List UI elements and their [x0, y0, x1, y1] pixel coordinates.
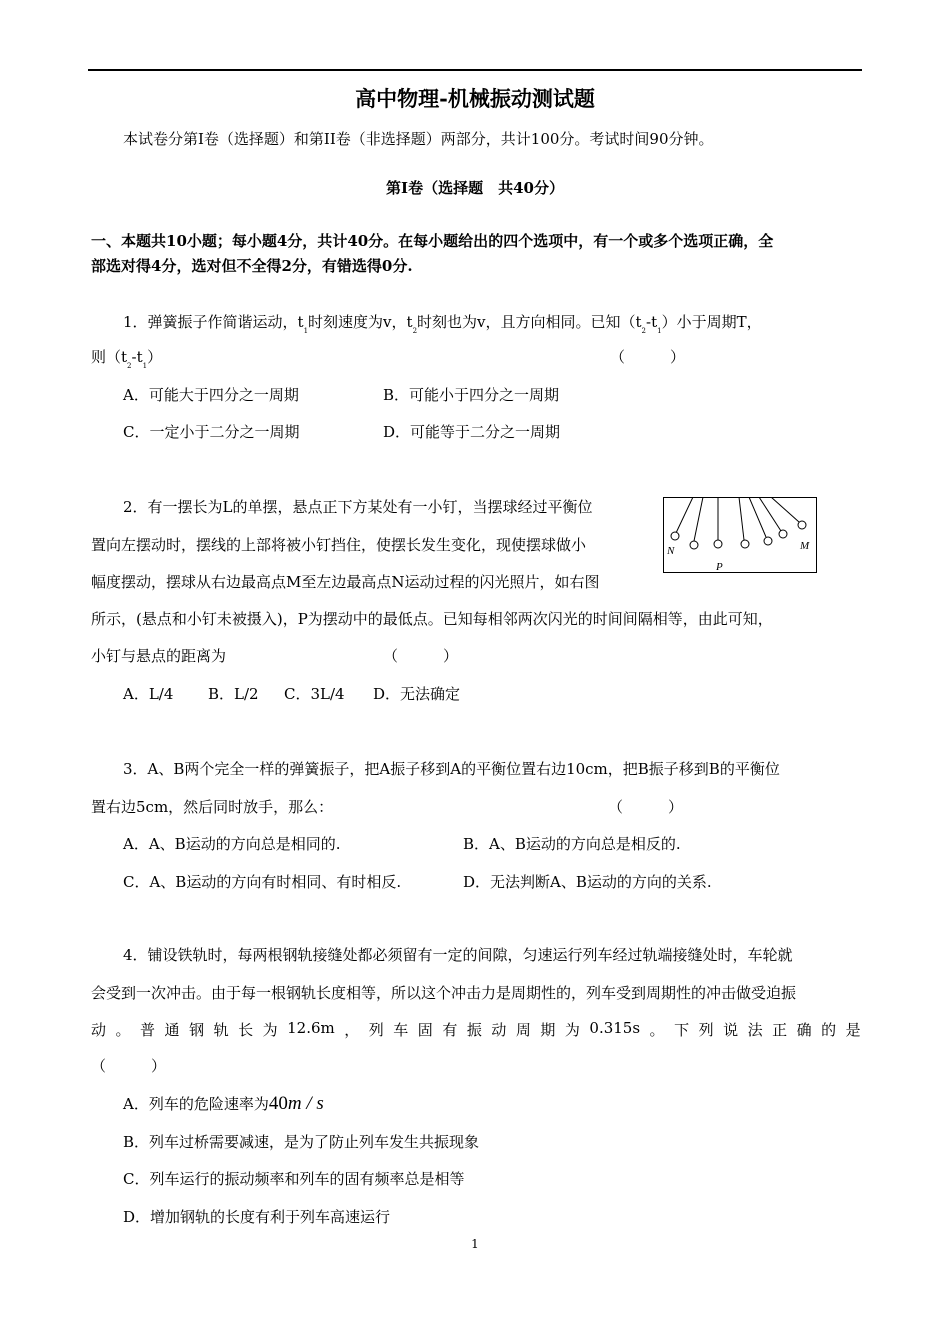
label-n: N	[667, 545, 675, 557]
q3-option-a: A．A、B运动的方向总是相同的.	[123, 835, 341, 853]
q4-word: 为	[564, 1021, 580, 1039]
q2-stem-line-3: 幅度摆动，摆球从右边最高点M至左边最高点N运动过程的闪光照片，如右图	[91, 573, 600, 591]
q4-word: 通	[164, 1021, 180, 1039]
q3-stem-line-1: 3．A、B两个完全一样的弹簧振子，把A振子移到A的平衡位置右边10cm，把B振子移到B的平衡位	[123, 760, 780, 778]
q4-word: 周	[515, 1021, 531, 1039]
q2-option-a: A．L/4	[123, 685, 174, 703]
q2-option-b: B．L/2	[208, 685, 259, 703]
q4-word: 是	[845, 1021, 861, 1039]
q1-option-d: D．可能等于二分之一周期	[383, 423, 561, 441]
q1-subscript: 2	[412, 327, 418, 335]
q4-word: 有	[442, 1021, 458, 1039]
q1-subscript: 1	[142, 362, 148, 370]
q4-word: 为	[262, 1021, 278, 1039]
q4-stem-line-2: 会受到一次冲击。由于每一根钢轨长度相等，所以这个冲击力是周期性的，列车受到周期性的冲击做受迫振	[91, 984, 797, 1002]
q4-word: 法	[747, 1021, 763, 1039]
q1-text: 时刻也为v，且方向相同。已知（t	[417, 313, 642, 331]
q4-word: 说	[723, 1021, 739, 1039]
q4-stem-line-1: 4．铺设铁轨时，每两根钢轨接缝处都必须留有一定的间隙，匀速运行列车经过轨端接缝处时，车轮就	[123, 946, 793, 964]
q4-word: 固	[417, 1021, 433, 1039]
q4-word: 12.6m	[287, 1019, 335, 1037]
q1-stem-line-2	[91, 346, 163, 370]
q1-text: 1．弹簧振子作简谐运动，t	[123, 313, 304, 331]
q4-option-a-value: 40	[268, 1093, 288, 1114]
label-m: M	[800, 540, 810, 552]
q3-stem-line-2: 置右边5cm，然后同时放手，那么：	[91, 798, 334, 816]
q4-word: 正	[772, 1021, 788, 1039]
q1-subscript: 1	[303, 327, 309, 335]
pendulum-flash-photo-diagram	[663, 497, 817, 573]
q1-subscript: 1	[657, 327, 662, 335]
q4-word: ，	[344, 1021, 360, 1039]
q4-word: 。	[115, 1021, 131, 1039]
q1-option-c: C．一定小于二分之一周期	[123, 423, 300, 441]
q4-word: 确	[796, 1021, 812, 1039]
page-number: 1	[471, 1237, 479, 1251]
q1-text: ）小于周期T，	[661, 313, 762, 331]
header-rule	[88, 69, 862, 71]
q4-word: 的	[821, 1021, 837, 1039]
q1-option-a: A．可能大于四分之一周期	[123, 386, 299, 404]
q4-option-c: C．列车运行的振动频率和列车的固有频率总是相等	[123, 1170, 465, 1188]
q1-stem-line-1	[123, 311, 762, 335]
q4-option-a	[123, 1093, 324, 1115]
intro-text: 本试卷分第Ⅰ卷（选择题）和第II卷（非选择题）两部分，共计100分。考试时间90分钟。	[123, 130, 714, 148]
q4-word: 钢	[189, 1021, 205, 1039]
q4-option-a-unit: m / s	[287, 1093, 324, 1114]
q4-word: 动	[91, 1021, 107, 1039]
q2-stem-line-4: 所示，(悬点和小钉未被摄入)，P为摆动中的最低点。已知每相邻两次闪光的时间间隔相等，由此可知，	[91, 610, 773, 628]
q4-word: 普	[140, 1021, 156, 1039]
q3-option-d: D．无法判断A、B运动的方向的关系.	[463, 873, 712, 891]
q4-word: 长	[238, 1021, 254, 1039]
section-title: 第Ⅰ卷（选择题 共40分）	[386, 179, 564, 197]
q3-option-c: C．A、B运动的方向有时相同、有时相反.	[123, 873, 402, 891]
q1-text: -t	[131, 348, 143, 366]
instructions-line-2: 部选对得4分，选对但不全得2分，有错选得0分.	[91, 257, 413, 275]
q3-option-b: B．A、B运动的方向总是相反的.	[463, 835, 681, 853]
q3-answer-blank: （ ）	[608, 798, 684, 816]
q1-answer-blank: （ ）	[610, 348, 686, 366]
q1-text: 则（t	[91, 348, 128, 366]
q4-stem-line-3	[91, 1019, 861, 1040]
q4-word: 0.315s	[589, 1019, 641, 1037]
label-p: P	[716, 561, 723, 573]
q2-stem-line-5: 小钉与悬点的距离为	[91, 647, 227, 665]
q4-option-a-text: A．列车的危险速率为	[123, 1095, 269, 1113]
q4-word: 列	[698, 1021, 714, 1039]
q4-word: 振	[466, 1021, 482, 1039]
q1-option-b: B．可能小于四分之一周期	[383, 386, 560, 404]
q1-text: ）	[147, 348, 163, 366]
q4-option-b: B．列车过桥需要减速，是为了防止列车发生共振现象	[123, 1133, 480, 1151]
q4-word: 期	[540, 1021, 556, 1039]
q1-subscript: 2	[127, 362, 132, 370]
q4-option-d: D．增加钢轨的长度有利于列车高速运行	[123, 1208, 391, 1226]
q2-answer-blank: （ ）	[383, 647, 459, 665]
q4-word: 。	[649, 1021, 665, 1039]
q4-answer-blank: （ ）	[91, 1057, 167, 1075]
q2-stem-line-1: 2．有一摆长为L的单摆，悬点正下方某处有一小钉，当摆球经过平衡位	[123, 498, 593, 516]
q4-word: 动	[491, 1021, 507, 1039]
q4-word: 车	[393, 1021, 409, 1039]
page-title: 高中物理-机械振动测试题	[355, 86, 595, 111]
q1-subscript: 2	[641, 327, 647, 335]
instructions-line-1: 一、本题共10小题；每小题4分，共计40分。在每小题给出的四个选项中，有一个或多个选项正确，全	[91, 232, 774, 250]
q4-word: 下	[674, 1021, 690, 1039]
q2-option-c: C．3L/4	[284, 685, 345, 703]
q4-word: 列	[368, 1021, 384, 1039]
q1-text: 时刻速度为v，t	[308, 313, 413, 331]
q1-text: -t	[646, 313, 658, 331]
q2-stem-line-2: 置向左摆动时，摆线的上部将被小钉挡住，使摆长发生变化，现使摆球做小	[91, 536, 587, 554]
q4-word: 轨	[213, 1021, 229, 1039]
q2-option-d: D．无法确定	[373, 685, 461, 703]
